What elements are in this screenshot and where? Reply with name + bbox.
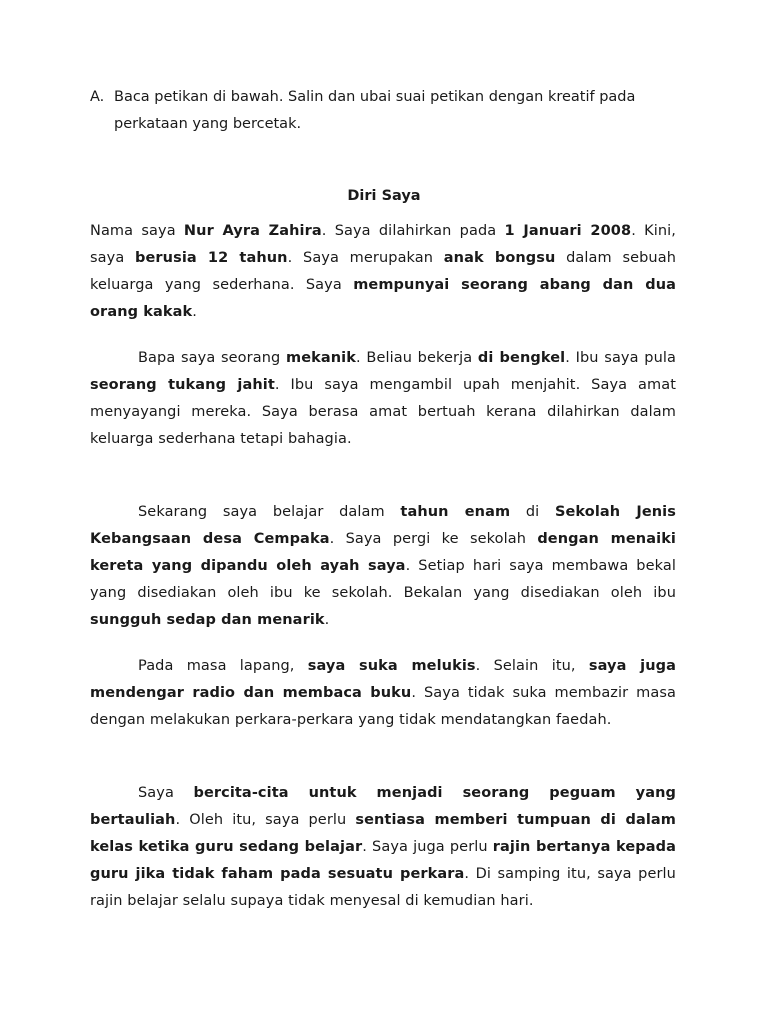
instruction-line-2: perkataan yang bercetak. bbox=[114, 116, 302, 132]
instruction-text-1: Baca petikan di bawah. Salin dan ubai suai petikan dengan kreatif pada bbox=[114, 89, 636, 105]
text-run: Sekarang saya belajar dalam bbox=[138, 504, 401, 520]
text-run: . Saya merupakan bbox=[287, 250, 444, 266]
text-run: Nama saya bbox=[90, 223, 184, 239]
text-run: . Oleh itu, saya perlu bbox=[175, 812, 356, 828]
paragraph-3 bbox=[90, 499, 676, 634]
text-run: . bbox=[192, 304, 197, 320]
bold-phrase: bercita-cita untuk menjadi seorang peguam yang bertauliah bbox=[90, 785, 676, 828]
text-run: . Saya juga perlu bbox=[362, 839, 493, 855]
text-run: . Ibu saya pula bbox=[565, 350, 676, 366]
bold-phrase: sentiasa memberi tumpuan di dalam kelas ketika guru sedang belajar bbox=[90, 812, 676, 855]
text-run: . bbox=[324, 612, 330, 628]
text-run: . Ibu saya mengambil upah menjahit. Saya amat menyayangi mereka. Saya berasa amat bertuah kerana dilahirkan dalam keluarga sederhana tetapi bahagia. bbox=[90, 377, 676, 447]
bold-phrase: seorang tukang jahit bbox=[90, 377, 275, 393]
bold-phrase: saya juga mendengar radio dan membaca buku bbox=[90, 658, 676, 701]
bold-phrase: rajin bertanya kepada guru jika tidak faham pada sesuatu perkara bbox=[90, 839, 677, 882]
text-run: . Di samping itu, saya perlu rajin belajar selalu supaya tidak menyesal di kemudian hari. bbox=[90, 866, 676, 909]
text-run: Bapa saya seorang bbox=[138, 350, 286, 366]
paragraph-4 bbox=[90, 653, 676, 734]
text-run: di bbox=[510, 504, 555, 520]
bold-phrase: anak bongsu bbox=[443, 250, 556, 266]
bold-phrase: sungguh sedap dan menarik bbox=[90, 612, 325, 628]
instruction bbox=[90, 84, 680, 138]
bold-phrase: mempunyai seorang abang dan dua orang kakak bbox=[90, 277, 677, 320]
text-run: . Selain itu, bbox=[475, 658, 589, 674]
instruction-line-1 bbox=[90, 84, 680, 111]
bold-phrase: Sekolah Jenis Kebangsaan desa Cempaka bbox=[90, 504, 676, 547]
passage-title: Diri Saya bbox=[347, 188, 421, 204]
bold-phrase: berusia 12 tahun bbox=[135, 250, 288, 266]
bold-phrase: 1 Januari 2008 bbox=[504, 223, 632, 239]
paragraph-2 bbox=[90, 345, 676, 453]
text-run: Saya bbox=[138, 785, 194, 801]
text-run: dalam sebuah keluarga yang sederhana. Saya bbox=[90, 250, 676, 293]
text-run: . Beliau bekerja bbox=[356, 350, 478, 366]
text-run: . Setiap hari saya membawa bekal yang disediakan oleh ibu ke sekolah. Bekalan yang disediakan oleh ibu bbox=[90, 558, 676, 601]
bold-phrase: Nur Ayra Zahira bbox=[183, 223, 322, 239]
text-run: Pada masa lapang, bbox=[138, 658, 308, 674]
paragraph-5 bbox=[90, 780, 676, 915]
bold-phrase: dengan menaiki kereta yang dipandu oleh ayah saya bbox=[90, 531, 677, 574]
paragraph-1 bbox=[90, 218, 676, 326]
text-run: . Saya dilahirkan pada bbox=[321, 223, 505, 239]
instruction-label: A. bbox=[90, 89, 105, 105]
text-run: . Kini, saya bbox=[90, 223, 676, 266]
bold-phrase: saya suka melukis bbox=[307, 658, 476, 674]
bold-phrase: tahun enam bbox=[400, 504, 511, 520]
bold-phrase: mekanik bbox=[285, 350, 356, 366]
text-run: . Saya pergi ke sekolah bbox=[329, 531, 538, 547]
text-run: . Saya tidak suka membazir masa dengan melakukan perkara-perkara yang tidak mendatangkan faedah. bbox=[90, 685, 676, 728]
bold-phrase: di bengkel bbox=[477, 350, 566, 366]
